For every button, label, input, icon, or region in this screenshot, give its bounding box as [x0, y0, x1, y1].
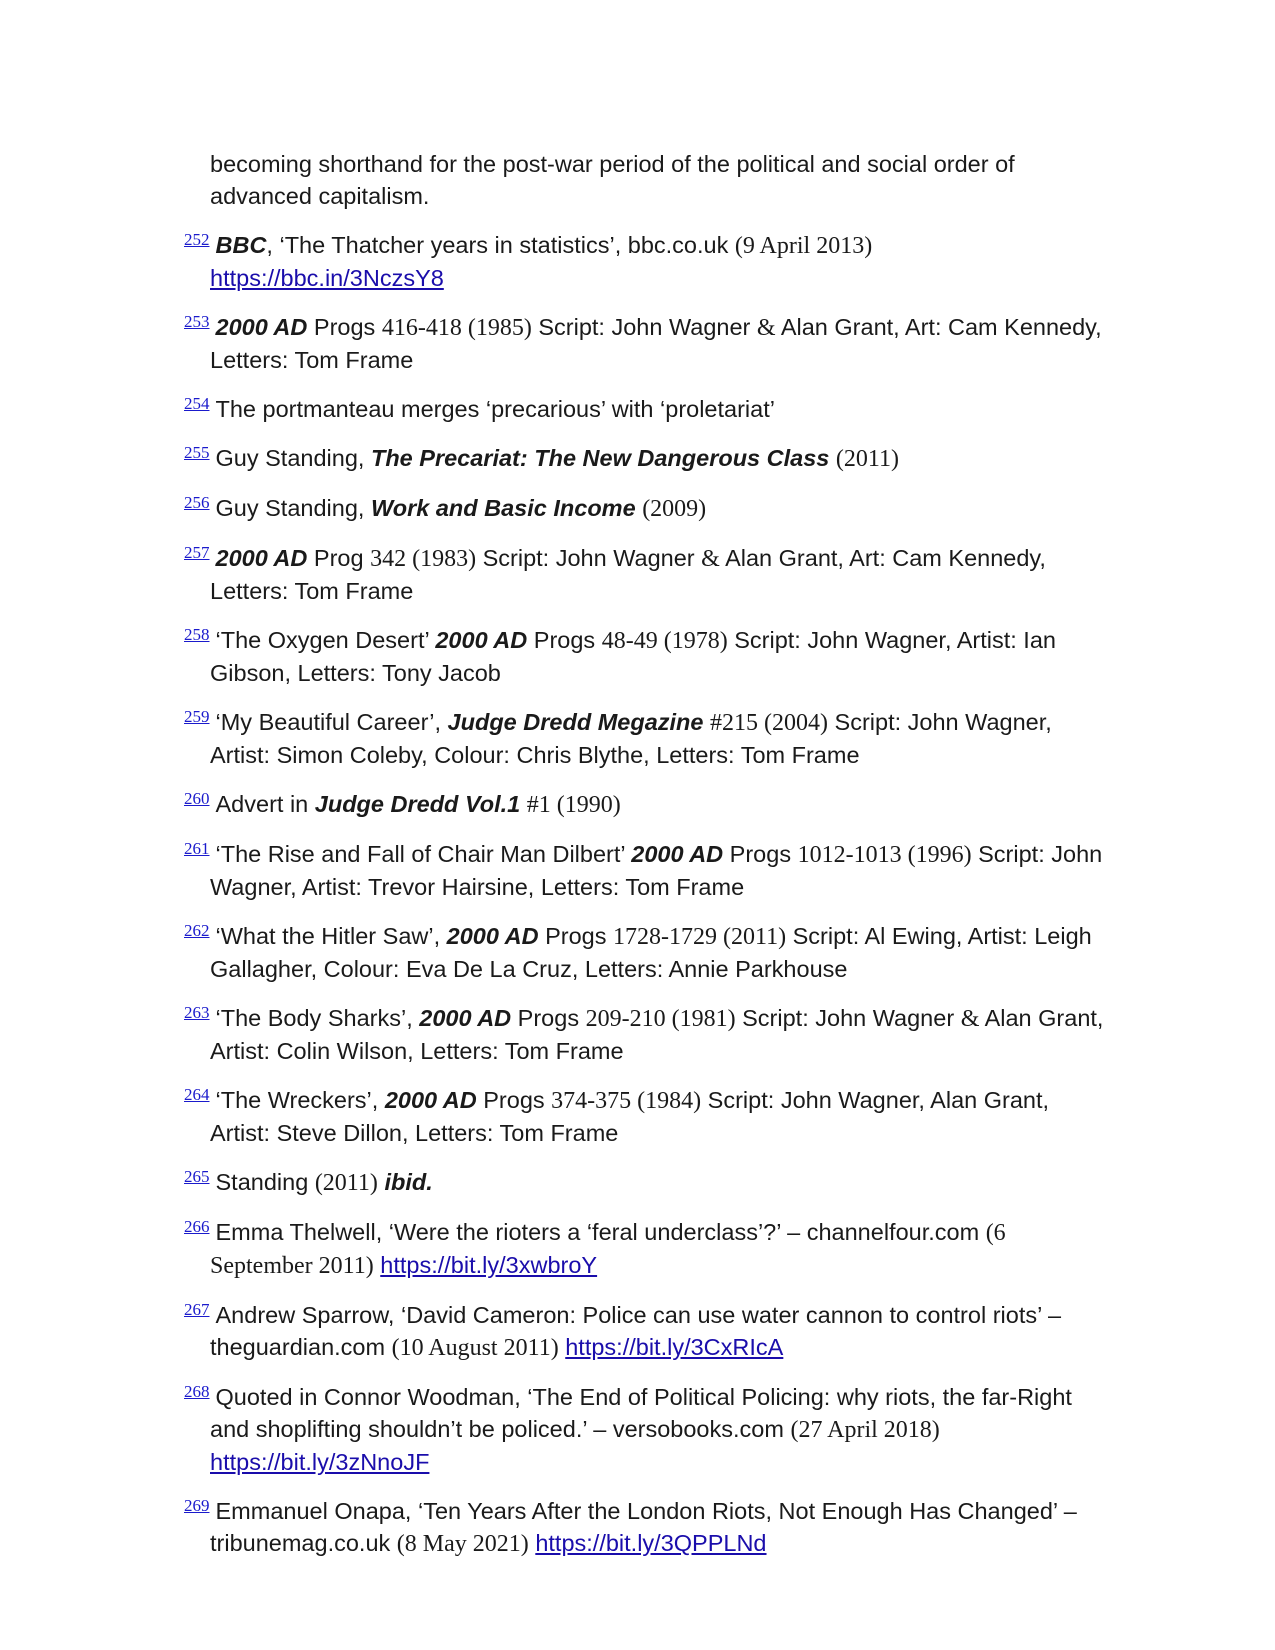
endnote-number[interactable]: 255	[184, 443, 210, 462]
endnote-title: 2000 AD	[435, 627, 528, 653]
endnote-number[interactable]: 266	[184, 1217, 210, 1236]
endnote-text: Progs	[511, 1005, 586, 1031]
endnote-number[interactable]: 260	[184, 789, 210, 808]
endnote-number[interactable]: 262	[184, 921, 210, 940]
endnote-date: 342 (1983)	[370, 546, 477, 572]
endnote-text: ‘The Rise and Fall of Chair Man Dilbert’	[215, 841, 632, 867]
endnote-date: (2011)	[835, 446, 899, 472]
endnote-text: Progs	[476, 1087, 552, 1113]
endnote-257	[184, 537, 1104, 607]
endnote-text: ‘The Wreckers’,	[215, 1087, 385, 1113]
endnote-number[interactable]: 257	[184, 543, 210, 562]
endnote-date: 416-418 (1985)	[381, 315, 532, 341]
endnote-text: Script: John Wagner	[735, 1005, 961, 1031]
endnote-text: Progs	[538, 923, 613, 949]
endnote-date: 374-375 (1984)	[551, 1088, 702, 1114]
endnote-number[interactable]: 256	[184, 493, 210, 512]
endnote-number[interactable]: 259	[184, 707, 210, 726]
endnote-258	[184, 619, 1104, 689]
endnote-date: (8 May 2021)	[396, 1531, 529, 1557]
endnote-256	[184, 487, 1104, 525]
endnote-text: The portmanteau merges ‘precarious’ with ‘proletariat’	[215, 396, 775, 422]
endnote-date: (2009)	[642, 496, 707, 522]
endnote-text: Script: John Wagner	[476, 545, 702, 571]
endnote-title: 2000 AD	[215, 545, 308, 571]
endnote-date: (6 September 2011)	[210, 1220, 1006, 1279]
endnote-number[interactable]: 265	[184, 1167, 210, 1186]
endnote-date: 1012-1013 (1996)	[797, 842, 972, 868]
endnote-link[interactable]: https://bit.ly/3xwbroY	[380, 1252, 598, 1278]
endnote-number[interactable]: 261	[184, 839, 210, 858]
endnote-text: Script: John Wagner	[531, 314, 757, 340]
endnote-title: ibid.	[384, 1169, 433, 1195]
endnote-text: Script: John Wagner, Alan Grant, Artist: Steve Dillon, Letters: Tom Frame	[210, 1087, 1050, 1146]
endnote-252	[184, 224, 1104, 294]
endnote-268	[184, 1376, 1104, 1478]
endnote-number[interactable]: 253	[184, 312, 210, 331]
endnote-date: #1 (1990)	[526, 792, 621, 818]
endnote-title: 2000 AD	[419, 1005, 512, 1031]
endnote-text: , ‘The Thatcher years in statistics’, bbc.co.uk	[266, 232, 735, 258]
endnote-255	[184, 437, 1104, 475]
endnote-text: Script: John Wagner, Artist: Simon Coleby, Colour: Chris Blythe, Letters: Tom Frame	[210, 709, 1052, 768]
endnote-title: 2000 AD	[446, 923, 539, 949]
endnote-number[interactable]: 258	[184, 625, 210, 644]
endnote-text: Script: Al Ewing, Artist: Leigh Gallagher, Colour: Eva De La Cruz, Letters: Annie Parkhouse	[210, 923, 1092, 982]
endnote-number[interactable]: 252	[184, 230, 210, 249]
endnote-date: #215 (2004)	[710, 710, 828, 736]
endnote-title: BBC	[215, 232, 267, 258]
endnote-date: (2011)	[314, 1170, 378, 1196]
endnote-267	[184, 1294, 1104, 1364]
endnote-text: Prog	[307, 545, 371, 571]
endnote-number[interactable]: 269	[184, 1496, 210, 1515]
endnote-263	[184, 997, 1104, 1067]
endnote-text: Guy Standing,	[215, 495, 371, 521]
endnote-text: Quoted in Connor Woodman, ‘The End of Political Policing: why riots, the far-Right and shoplifting shouldn’t be policed.’ – versobooks.com	[210, 1384, 1072, 1442]
endnote-date: (27 April 2018)	[790, 1417, 940, 1443]
endnote-number[interactable]: 254	[184, 394, 210, 413]
endnote-text: Script: John Wagner, Artist: Ian Gibson, Letters: Tony Jacob	[210, 627, 1056, 686]
endnote-title: 2000 AD	[384, 1087, 477, 1113]
carryover-paragraph: becoming shorthand for the post-war period of the political and social order of advanced capitalism.	[210, 151, 1015, 209]
endnote-link[interactable]: https://bit.ly/3zNnoJF	[210, 1449, 430, 1475]
endnote-text: Advert in	[215, 791, 315, 817]
endnote-text: ‘What the Hitler Saw’,	[215, 923, 447, 949]
endnote-text: Progs	[527, 627, 602, 653]
endnote-text: Emma Thelwell, ‘Were the rioters a ‘feral underclass’?’ – channelfour.com	[215, 1219, 986, 1245]
endnote-266	[184, 1211, 1104, 1282]
endnote-text: Emmanuel Onapa, ‘Ten Years After the London Riots, Not Enough Has Changed’ – tribunemag.co.uk	[210, 1498, 1077, 1556]
endnote-title: Work and Basic Income	[370, 495, 636, 521]
endnote-date: &	[756, 315, 776, 341]
endnote-date: 1728-1729 (2011)	[613, 924, 787, 950]
endnote-date: 209-210 (1981)	[585, 1006, 736, 1032]
endnote-text: Guy Standing,	[215, 445, 371, 471]
endnote-date: &	[701, 546, 720, 572]
endnote-text: ‘My Beautiful Career’,	[215, 709, 448, 735]
endnote-date: (9 April 2013)	[734, 233, 873, 259]
endnote-number[interactable]: 264	[184, 1085, 210, 1104]
endnote-number[interactable]: 263	[184, 1003, 210, 1022]
endnote-date: 48-49 (1978)	[601, 628, 728, 654]
endnote-link[interactable]: https://bit.ly/3QPPLNd	[535, 1530, 767, 1556]
endnote-264	[184, 1079, 1104, 1149]
endnotes-list	[184, 148, 1104, 1572]
endnote-260	[184, 783, 1104, 821]
endnote-text: Progs	[307, 314, 382, 340]
endnote-text: Andrew Sparrow, ‘David Cameron: Police can use water cannon to control riots’ – theguardian.com	[210, 1302, 1062, 1360]
endnote-number[interactable]: 267	[184, 1300, 210, 1319]
endnote-261	[184, 833, 1104, 903]
endnote-254	[184, 388, 1104, 425]
endnote-265	[184, 1161, 1104, 1199]
endnote-text: Alan Grant, Art: Cam Kennedy, Letters: Tom Frame	[210, 545, 1046, 604]
endnote-title: Judge Dredd Megazine	[447, 709, 704, 735]
endnote-253	[184, 306, 1104, 376]
endnote-text: ‘The Oxygen Desert’	[215, 627, 436, 653]
endnote-text: Alan Grant, Artist: Colin Wilson, Letters: Tom Frame	[210, 1005, 1104, 1064]
endnote-title: 2000 AD	[631, 841, 724, 867]
endnote-text: Script: John Wagner, Artist: Trevor Hairsine, Letters: Tom Frame	[210, 841, 1103, 900]
endnote-text: Standing	[215, 1169, 315, 1195]
endnote-text: Progs	[723, 841, 798, 867]
endnote-date: &	[960, 1006, 980, 1032]
endnote-259	[184, 701, 1104, 771]
endnote-number[interactable]: 268	[184, 1382, 210, 1401]
endnote-262	[184, 915, 1104, 985]
endnote-text: Alan Grant, Art: Cam Kennedy, Letters: Tom Frame	[210, 314, 1102, 373]
endnote-title: 2000 AD	[215, 314, 308, 340]
endnote-269	[184, 1490, 1104, 1560]
endnote-title: Judge Dredd Vol.1	[314, 791, 521, 817]
endnote-link[interactable]: https://bbc.in/3NczsY8	[210, 265, 444, 291]
endnote-link[interactable]: https://bit.ly/3CxRIcA	[565, 1334, 784, 1360]
endnote-date: (10 August 2011)	[391, 1335, 559, 1361]
endnote-title: The Precariat: The New Dangerous Class	[370, 445, 830, 471]
endnote-text: ‘The Body Sharks’,	[215, 1005, 420, 1031]
